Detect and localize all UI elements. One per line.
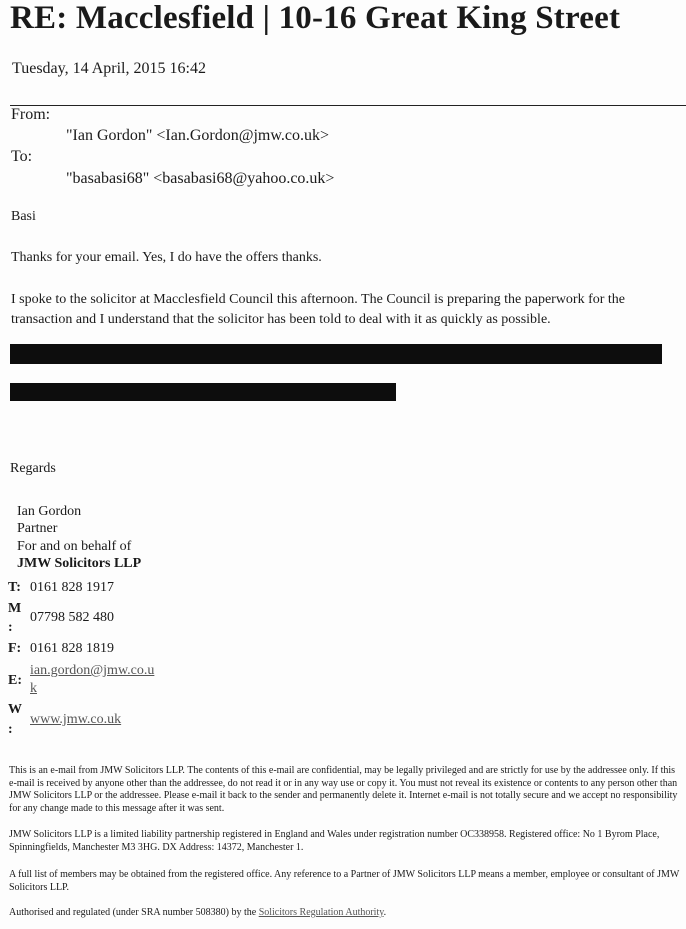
disclaimer-regulation <box>9 907 685 920</box>
website-label: W <box>8 702 22 717</box>
email-label: E: <box>8 673 22 688</box>
redaction-bar-1 <box>10 344 662 364</box>
greeting: Basi <box>11 209 36 224</box>
website-label-colon: : <box>8 722 13 737</box>
signature-name: Ian Gordon <box>17 504 82 519</box>
from-label: From: <box>11 106 51 123</box>
signature-behalf: For and on behalf of <box>17 539 132 554</box>
regulation-end: . <box>383 907 387 918</box>
regards: Regards <box>10 461 56 476</box>
redaction-bar-2 <box>10 383 396 401</box>
sra-link[interactable]: Solicitors Regulation Authority <box>258 907 384 918</box>
header-divider <box>10 105 686 106</box>
fax-label: F: <box>8 641 22 656</box>
mobile-label-colon: : <box>8 620 13 635</box>
phone-label: T: <box>8 580 21 595</box>
fax-value: 0161 828 1819 <box>30 641 114 656</box>
mobile-value: 07798 582 480 <box>30 610 114 625</box>
to-label: To: <box>11 148 33 165</box>
disclaimer-confidentiality: This is an e-mail from JMW Solicitors LLP. The contents of this e-mail are confidential, may be legally privileged and are strictly for use by the addressee only. If this e-mail is received by anyone other than the addressee, do not read it or in any way use or copy it. You must not reveal its existence or contents to any person other than JMW Solicitors LLP or the addressee. Please e-mail it back to the sender and permanently delete it. Internet e-mail is not totally secure and we accept no responsibility for any change made to this message after it was sent. <box>9 765 678 814</box>
email-link-continued[interactable]: k <box>30 681 37 696</box>
email-link[interactable]: ian.gordon@jmw.co.u <box>30 663 155 678</box>
regulation-text: Authorised and regulated (under SRA number 508380) by the <box>9 907 259 918</box>
signature-title: Partner <box>17 521 58 536</box>
mobile-label: M <box>8 601 22 616</box>
disclaimer-registration: JMW Solicitors LLP is a limited liability partnership registered in England and Wales under registration number OC338958. Registered office: No 1 Byrom Place, Spinningfields, Manchester M3 3HG. DX Address: 14372, Manchester 1. <box>9 829 660 853</box>
website-link[interactable]: www.jmw.co.uk <box>30 712 122 727</box>
from-value: "Ian Gordon" <Ian.Gordon@jmw.co.uk> <box>66 127 329 144</box>
body-paragraph-2: I spoke to the solicitor at Macclesfield Council this afternoon. The Council is preparing the paperwork for the transaction and I understand that the solicitor has been told to deal with it as quickly as possible. <box>11 292 626 327</box>
disclaimer-members: A full list of members may be obtained from the registered office. Any reference to a Partner of JMW Solicitors LLP means a member, employee or consultant of JMW Solicitors LLP. <box>9 869 680 893</box>
email-subject: RE: Macclesfield | 10-16 Great King Street <box>10 0 621 36</box>
email-date: Tuesday, 14 April, 2015 16:42 <box>12 60 206 77</box>
to-value: "basabasi68" <basabasi68@yahoo.co.uk> <box>66 170 335 187</box>
body-paragraph-1: Thanks for your email. Yes, I do have the offers thanks. <box>11 250 322 265</box>
phone-value: 0161 828 1917 <box>30 580 114 595</box>
signature-firm: JMW Solicitors LLP <box>17 556 142 571</box>
